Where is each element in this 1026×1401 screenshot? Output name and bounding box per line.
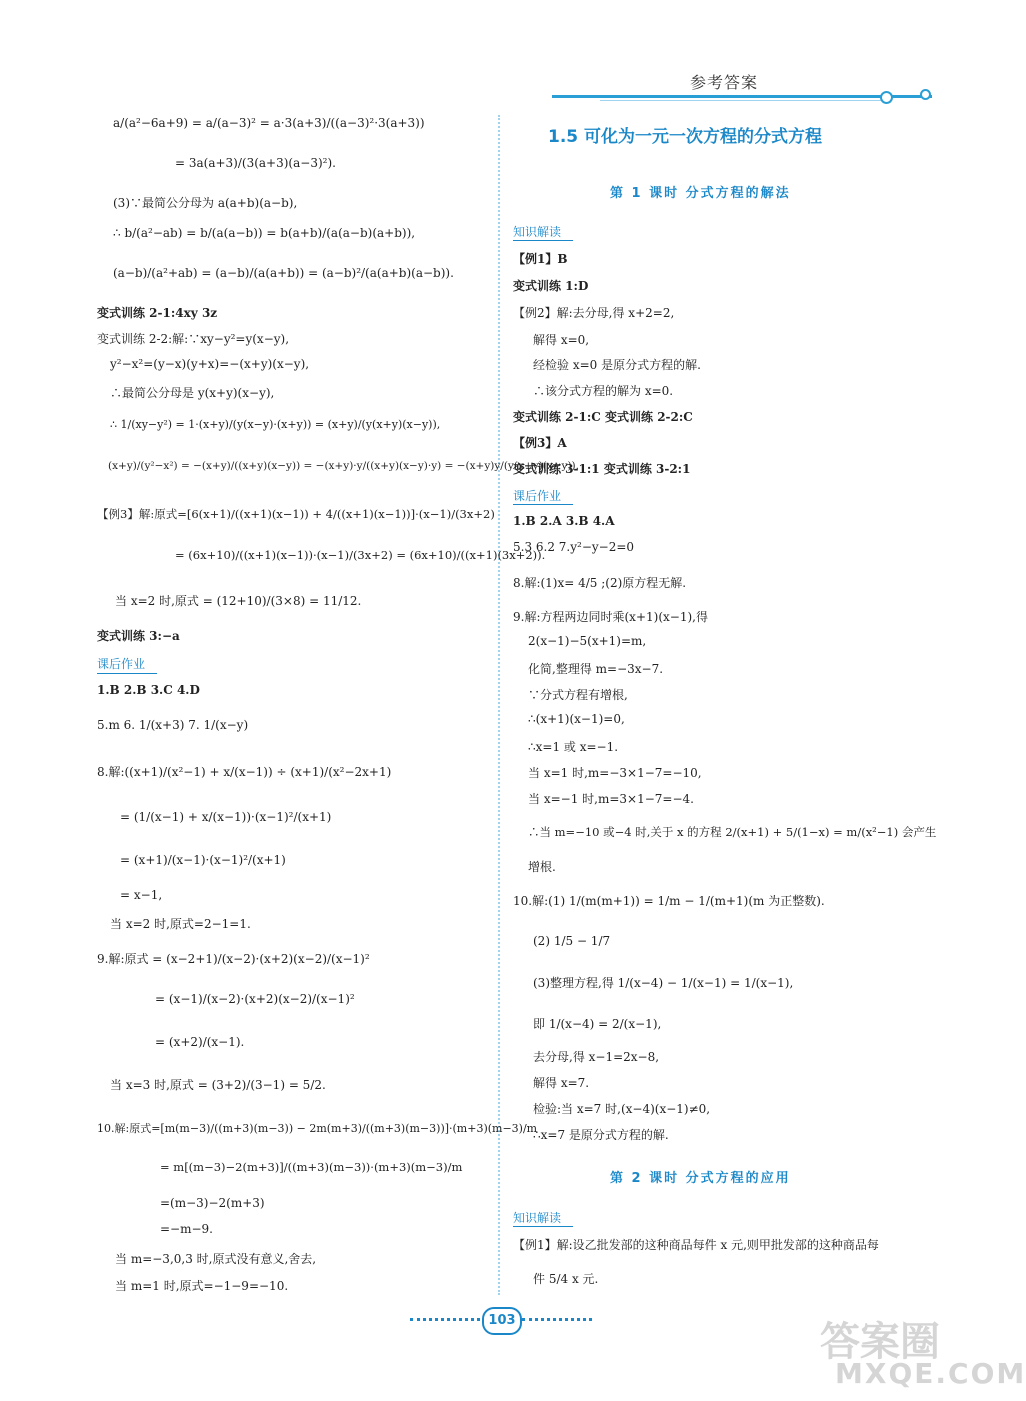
answer-line: 化简,整理得 m=−3x−7. [528,662,664,676]
math-line: = 3a(a+3)/(3(a+3)(a−3)²). [175,156,336,170]
answer-line: 解得 x=0, [533,333,590,347]
math-line: 9.解:原式 = (x−2+1)/(x−2)·(x+2)(x−2)/(x−1)² [97,952,370,966]
answer-line: (3)整理方程,得 1/(x−4) − 1/(x−1) = 1/(x−1), [533,976,794,990]
answer-line: 10.解:(1) 1/(m(m+1)) = 1/m − 1/(m+1)(m 为正整数). [513,894,825,908]
math-line: = (1/(x−1) + x/(x−1))·(x−1)²/(x+1) [120,810,332,824]
tag-homework: 课后作业 [97,657,146,671]
answer-line: 【例2】解:去分母,得 x+2=2, [513,306,675,320]
answer-line: (2) 1/5 − 1/7 [533,934,611,948]
answer-line: 件 5/4 x 元. [533,1272,599,1286]
text-line: 变式训练 3:−a [97,629,180,643]
answer-line: 9.解:方程两边同时乘(x+1)(x−1),得 [513,610,708,624]
text-line: ∴最简公分母是 y(x+y)(x−y), [110,386,275,400]
text-line: 当 x=3 时,原式 = (3+2)/(3−1) = 5/2. [110,1078,326,1092]
text-line: 当 m=−3,0,3 时,原式没有意义,舍去, [115,1252,317,1266]
math-line: 10.解:原式=[m(m−3)/((m+3)(m−3)) − 2m(m+3)/((m+3)(m−3))]·(m+3)(m−3)/m [97,1122,538,1135]
answer-line: 检验:当 x=7 时,(x−4)(x−1)≠0, [533,1102,711,1116]
header-rule-thin [600,100,890,101]
math-line: = (x+1)/(x−1)·(x−1)²/(x+1) [120,853,286,867]
math-line: a/(a²−6a+9) = a/(a−3)² = a·3(a+3)/((a−3)²·3(a+3)) [113,116,425,130]
answer-line: 变式训练 2-1:C 变式训练 2-2:C [513,410,693,424]
text-line: 变式训练 2-1:4xy 3z [97,306,218,320]
answer-line: 【例1】B [513,252,568,266]
header-circle-icon [920,89,931,100]
answer-line: 【例3】A [513,436,567,450]
math-line: =(m−3)−2(m+3) [160,1196,265,1210]
tag-underline [97,673,157,674]
tag-knowledge: 知识解读 [513,1211,562,1225]
answer-line: 当 x=−1 时,m=3×1−7=−4. [528,792,694,806]
tag-underline [513,240,573,241]
answer-line: 解得 x=7. [533,1076,590,1090]
text-line: 当 x=2 时,原式=2−1=1. [110,917,251,931]
text-line: (3)∵最简公分母为 a(a+b)(a−b), [113,196,298,210]
answer-line: ∴该分式方程的解为 x=0. [533,384,674,398]
answer-line: ∴x=7 是原分式方程的解. [533,1128,669,1142]
math-line: = m[(m−3)−2(m+3)]/((m+3)(m−3))·(m+3)(m−3)/m [160,1160,463,1174]
answer-line: 经检验 x=0 是原分式方程的解. [533,358,701,372]
tag-homework: 课后作业 [513,489,562,503]
math-line: = x−1, [120,888,163,902]
header-title: 参考答案 [690,73,759,92]
answer-line: 变式训练 1:D [513,279,589,293]
math-line: ∴ b/(a²−ab) = b/(a(a−b)) = b(a+b)/(a(a−b)(a+b)), [113,226,416,240]
answer-line: 2(x−1)−5(x+1)=m, [528,634,647,648]
math-line: = (x+2)/(x−1). [155,1035,245,1049]
math-line: =−m−9. [160,1222,213,1236]
math-line: y²−x²=(y−x)(y+x)=−(x+y)(x−y), [110,357,310,371]
answer-line: 8.解:(1)x= 4/5 ;(2)原方程无解. [513,576,687,590]
tag-underline [513,504,573,505]
page-number-decoration [522,1318,592,1321]
answer-line: ∴(x+1)(x−1)=0, [528,712,625,726]
answer-line: 变式训练 3-1:1 变式训练 3-2:1 [513,462,691,476]
math-line: 8.解:((x+1)/(x²−1) + x/(x−1)) ÷ (x+1)/(x²−2x+1) [97,765,392,779]
lesson-title: 第 1 课时 分式方程的解法 [610,186,791,201]
section-title: 1.5 可化为一元一次方程的分式方程 [548,127,823,147]
answer-line: ∴当 m=−10 或−4 时,关于 x 的方程 2/(x+1) + 5/(1−x) = m/(x²−1) 会产生 [528,825,937,839]
lesson-title: 第 2 课时 分式方程的应用 [610,1171,791,1186]
answer-line: 5.m 6. 1/(x+3) 7. 1/(x−y) [97,718,249,732]
answer-line: 当 x=1 时,m=−3×1−7=−10, [528,766,702,780]
math-line: (a−b)/(a²+ab) = (a−b)/(a(a+b)) = (a−b)²/(a(a+b)(a−b)). [113,266,454,280]
answer-line: 增根. [528,860,556,874]
answer-line: 1.B 2.A 3.B 4.A [513,514,615,528]
tag-underline [513,1226,573,1227]
watermark-logo: 答案圈 [820,1319,940,1365]
column-divider [498,115,500,1295]
text-line: 当 x=2 时,原式 = (12+10)/(3×8) = 11/12. [115,594,362,608]
answer-line: 即 1/(x−4) = 2/(x−1), [533,1017,662,1031]
page-number-decoration [410,1318,480,1321]
answer-line: 5.3 6.2 7.y²−y−2=0 [513,540,635,554]
text-line: 当 m=1 时,原式=−1−9=−10. [115,1279,289,1293]
text-line: 变式训练 2-2:解:∵xy−y²=y(x−y), [97,332,290,346]
answer-line: ∵分式方程有增根, [528,688,628,702]
answer-line: 【例1】解:设乙批发部的这种商品每件 x 元,则甲批发部的这种商品每 [513,1238,879,1252]
header-circle-icon [880,91,893,104]
math-line: = (x−1)/(x−2)·(x+2)(x−2)/(x−1)² [155,992,355,1006]
header-rule [552,95,932,98]
tag-knowledge: 知识解读 [513,225,562,239]
page-number: 103 [482,1307,522,1335]
answer-line: 1.B 2.B 3.C 4.D [97,683,200,697]
math-line: ∴ 1/(xy−y²) = 1·(x+y)/(y(x−y)·(x+y)) = (x+y)/(y(x+y)(x−y)), [110,418,441,431]
answer-line: 去分母,得 x−1=2x−8, [533,1050,660,1064]
math-line: (x+y)/(y²−x²) = −(x+y)/((x+y)(x−y)) = −(x+y)·y/((x+y)(x−y)·y) = −(x+y)y/(y(x+y)(x−y)). [108,460,579,472]
watermark-url: MXQE.COM [835,1357,1026,1390]
answer-line: ∴x=1 或 x=−1. [528,740,619,754]
math-line: 【例3】解:原式=[6(x+1)/((x+1)(x−1)) + 4/((x+1)(x−1))]·(x−1)/(3x+2) [97,507,495,521]
math-line: = (6x+10)/((x+1)(x−1))·(x−1)/(3x+2) = (6x+10)/((x+1)(3x+2)). [175,548,546,562]
